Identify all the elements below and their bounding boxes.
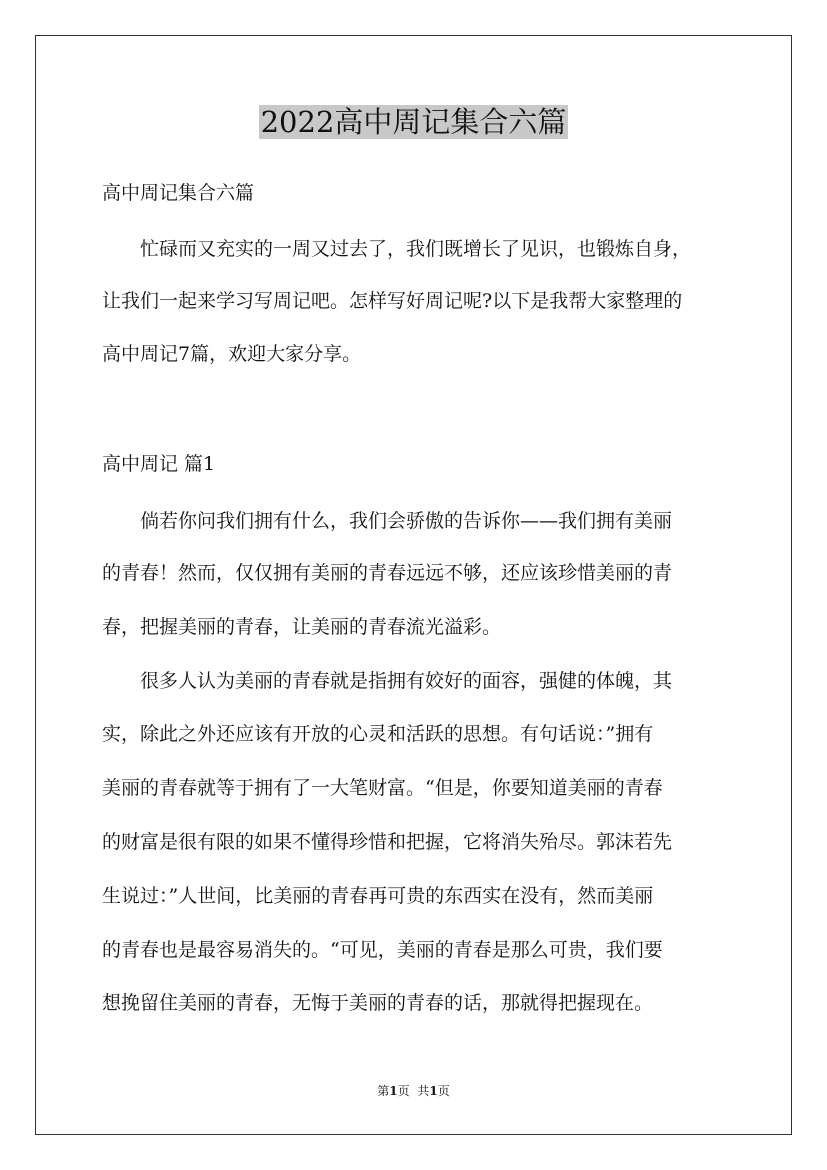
footer-page-suffix: 页 — [397, 1084, 410, 1098]
section-line-10: 想挽留住美丽的青春，无悔于美丽的青春的话，那就得把握现在。 — [102, 992, 654, 1014]
section-heading: 高中周记 篇1 — [102, 453, 216, 475]
intro-line-1: 忙碌而又充实的一周又过去了，我们既增长了见识，也锻炼自身， — [102, 238, 692, 260]
section-line-7: 的财富是很有限的如果不懂得珍惜和把握，它将消失殆尽。郭沫若先 — [102, 831, 673, 853]
section-line-8: 生说过：”人世间，比美丽的青春再可贵的东西实在没有，然而美丽 — [102, 885, 654, 907]
document-title — [0, 100, 827, 144]
footer-prefix: 第 — [377, 1084, 390, 1098]
section-line-3: 春，把握美丽的青春，让美丽的青春流光溢彩。 — [102, 616, 502, 638]
section-line-5: 实，除此之外还应该有开放的心灵和活跃的思想。有句话说：”拥有 — [102, 723, 654, 745]
title-text: 2022高中周记集合六篇 — [260, 105, 567, 139]
footer-total-prefix: 共 — [417, 1084, 430, 1098]
footer-total-pages: 1 — [429, 1084, 438, 1098]
page-footer — [0, 1083, 827, 1099]
section-line-1: 倘若你问我们拥有什么，我们会骄傲的告诉你——我们拥有美丽 — [102, 510, 673, 532]
section-line-2: 的青春！然而，仅仅拥有美丽的青春远远不够，还应该珍惜美丽的青 — [102, 562, 673, 584]
footer-total-suffix: 页 — [437, 1084, 450, 1098]
document-subtitle: 高中周记集合六篇 — [102, 182, 255, 204]
footer-page-number: 1 — [389, 1084, 398, 1098]
section-line-4: 很多人认为美丽的青春就是指拥有姣好的面容，强健的体魄，其 — [102, 670, 673, 692]
section-line-9: 的青春也是最容易消失的。“可见，美丽的青春是那么可贵，我们要 — [102, 939, 663, 961]
section-line-6: 美丽的青春就等于拥有了一大笔财富。“但是，你要知道美丽的青春 — [102, 777, 663, 799]
intro-line-2: 让我们一起来学习写周记吧。怎样写好周记呢?以下是我帮大家整理的 — [102, 290, 683, 312]
intro-line-3: 高中周记7篇，欢迎大家分享。 — [102, 343, 362, 365]
